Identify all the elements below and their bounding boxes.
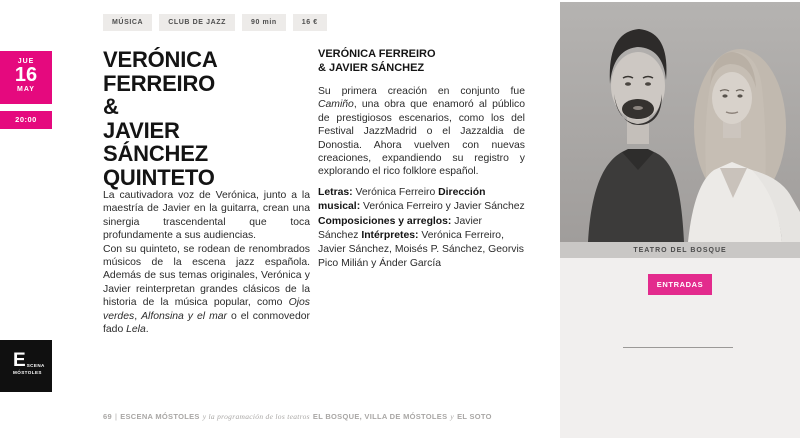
logo-letter: E xyxy=(13,350,26,371)
title-line: VERÓNICA xyxy=(103,47,218,72)
text-run: . xyxy=(145,324,149,336)
work-title: Lela xyxy=(126,324,146,336)
tag-genre-club-de-jazz: CLUB DE JAZZ xyxy=(159,14,235,31)
escena-mostoles-logo xyxy=(0,340,52,392)
title-line: JAVIER xyxy=(103,117,180,143)
credit-value: Verónica Ferreiro xyxy=(352,187,436,198)
title-line: & xyxy=(103,94,119,119)
title-line: SÁNCHEZ xyxy=(103,141,208,166)
page-footer xyxy=(103,412,663,421)
work-title: Alfonsina y el mar xyxy=(141,310,227,322)
page-number: 69 xyxy=(103,412,112,421)
credits-block xyxy=(318,186,525,272)
footer-theaters: EL BOSQUE, VILLA DE MÓSTOLES xyxy=(312,412,448,421)
text-run: Su primera creación en conjunto fue xyxy=(318,86,525,97)
text-run: , xyxy=(134,310,142,322)
event-title xyxy=(103,48,318,189)
credit-value: Verónica Ferreiro y Javier Sánchez xyxy=(360,201,525,213)
event-tags xyxy=(103,14,327,31)
credit-entry xyxy=(318,187,438,198)
panel-divider xyxy=(623,347,733,348)
footer-theater-soto: EL SOTO xyxy=(457,412,492,421)
tag-category-music: MÚSICA xyxy=(103,14,152,31)
credit-value: Verónica Ferreiro, Javier Sánchez, Moisés P. Sánchez, Georvis Pico Milián y Ánder García xyxy=(318,229,524,270)
work-title: Ojos verdes xyxy=(103,297,310,322)
venue-caption: TEATRO DEL BOSQUE xyxy=(560,242,800,258)
description-column xyxy=(103,189,310,336)
entradas-button[interactable]: ENTRADAS xyxy=(648,274,712,295)
description-paragraph-2 xyxy=(103,243,310,337)
date-day-name: JUE xyxy=(17,58,35,65)
footer-brand: ESCENA MÓSTOLES xyxy=(120,412,200,421)
tag-price: 16 € xyxy=(293,14,327,31)
text-run: o el conmovedor fado xyxy=(103,310,310,336)
credit-label: Dirección musical: xyxy=(318,187,486,213)
credit-value: Javier Sánchez xyxy=(318,215,482,241)
tag-duration: 90 min xyxy=(242,14,286,31)
title-line: FERREIRO xyxy=(103,70,216,96)
text-run: Con su quinteto, se rodean de renombrados músicos de la escena jazz española. Además de sus temas originales, Verónica y Javier reinterpretan grandes clásicos de la historia de la música popular, como xyxy=(103,243,310,309)
credit-label: Composiciones y arreglos: xyxy=(318,215,452,227)
logo-word-top: SCENA xyxy=(26,363,45,368)
logo-word-bottom: MÓSTOLES xyxy=(13,370,42,375)
artists-photo xyxy=(560,2,800,242)
text-run: , una obra que enamoró al público de prestigiosos escenarios, como los del Festival JazzMadrid o el Jazzaldia de Donostia. Ahora vuelven con nuevas creaciones, expandiendo su registro y explorando el rico folklore español. xyxy=(318,99,525,178)
subheading-line: & JAVIER SÁNCHEZ xyxy=(318,62,425,74)
date-month: MAY xyxy=(17,86,35,93)
footer-conjunction: y xyxy=(450,412,455,421)
date-day-number: 16 xyxy=(14,64,38,86)
credit-label: Intérpretes: xyxy=(361,229,419,241)
venue-panel xyxy=(560,2,800,438)
work-title: Camiño xyxy=(318,99,354,111)
title-line: QUINTETO xyxy=(103,164,215,190)
event-time-badge: 20:00 xyxy=(0,111,52,129)
footer-separator: | xyxy=(114,412,118,421)
event-date-badge xyxy=(0,51,52,104)
footer-tagline: y la programación de los teatros xyxy=(202,412,310,421)
artists-subheading xyxy=(318,47,525,75)
subheading-line: VERÓNICA FERREIRO xyxy=(318,48,436,60)
description-paragraph-1: La cautivadora voz de Verónica, junto a la maestría de Javier en la guitarra, crean una sinergia trascendental que toca profundamente a sus audiencias. xyxy=(103,190,310,242)
history-paragraph xyxy=(318,85,525,179)
credit-label: Letras: xyxy=(318,187,353,198)
